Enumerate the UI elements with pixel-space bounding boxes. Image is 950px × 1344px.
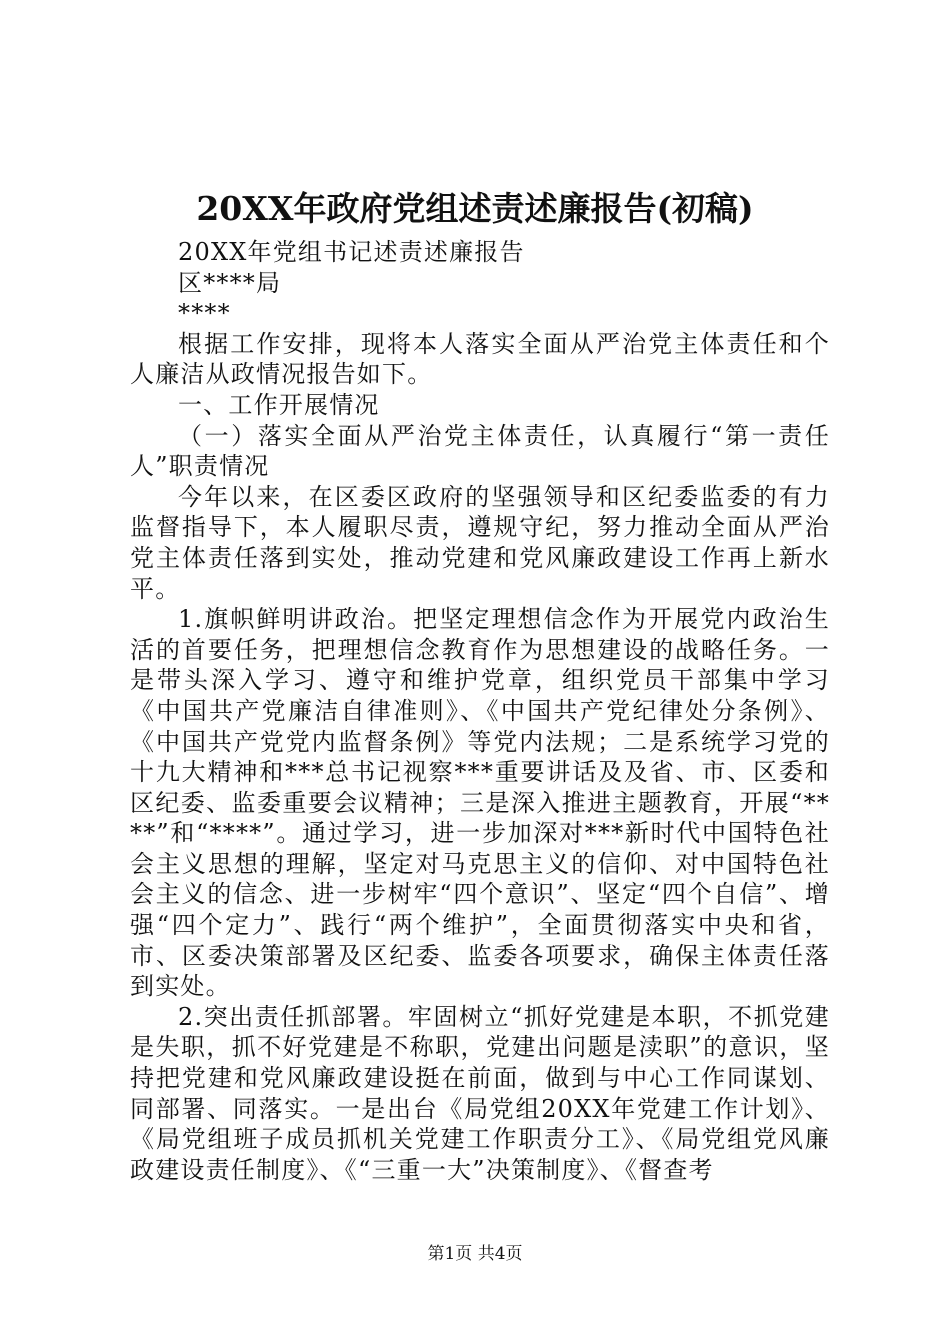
subsection-heading: （一）落实全面从严治党主体责任，认真履行“第一责任人”职责情况 <box>130 421 830 481</box>
author-unit: 区****局 <box>178 268 282 297</box>
intro-paragraph: 根据工作安排，现将本人落实全面从严治党主体责任和个人廉洁从政情况报告如下。 <box>130 329 830 389</box>
author-name: **** <box>178 299 231 328</box>
report-subtitle: 20XX年党组书记述责述廉报告 <box>178 238 525 266</box>
body-paragraph: 2.突出责任抓部署。牢固树立“抓好党建是本职，不抓党建是失职，抓不好党建是不称职，党建出问题是渎职”的意识，坚持把党建和党风廉政建设挺在前面，做到与中心工作同谋划、同部署、同落实。一是出台《局党组20XX年党建工作计划》、《局党组班子成员抓机关党建工作职责分工》、《局党组党风廉政建设责任制度》、《“三重一大”决策制度》、《督查考 <box>130 1002 830 1184</box>
page-number-footer: 第1页 共4页 <box>427 1244 523 1264</box>
document-title: 20XX年政府党组述责述廉报告(初稿) <box>196 189 754 228</box>
document-body <box>130 237 830 1185</box>
section-heading: 一、工作开展情况 <box>178 390 380 419</box>
body-paragraph: 1.旗帜鲜明讲政治。把坚定理想信念作为开展党内政治生活的首要任务，把理想信念教育作为思想建设的战略任务。一是带头深入学习、遵守和维护党章，组织党员干部集中学习《中国共产党廉洁自律准则》、《中国共产党纪律处分条例》、《中国共产党党内监督条例》等党内法规；二是系统学习党的十九大精神和***总书记视察***重要讲话及及省、市、区委和区纪委、监委重要会议精神；三是深入推进主题教育，开展“****”和“****”。通过学习，进一步加深对***新时代中国特色社会主义思想的理解，坚定对马克思主义的信仰、对中国特色社会主义的信念、进一步树牢“四个意识”、坚定“四个自信”、增强“四个定力”、践行“两个维护”，全面贯彻落实中央和省，市、区委决策部署及区纪委、监委各项要求，确保主体责任落到实处。 <box>130 605 830 1001</box>
body-paragraph: 今年以来，在区委区政府的坚强领导和区纪委监委的有力监督指导下，本人履职尽责，遵规守纪，努力推动全面从严治党主体责任落到实处，推动党建和党风廉政建设工作再上新水平。 <box>130 482 830 603</box>
